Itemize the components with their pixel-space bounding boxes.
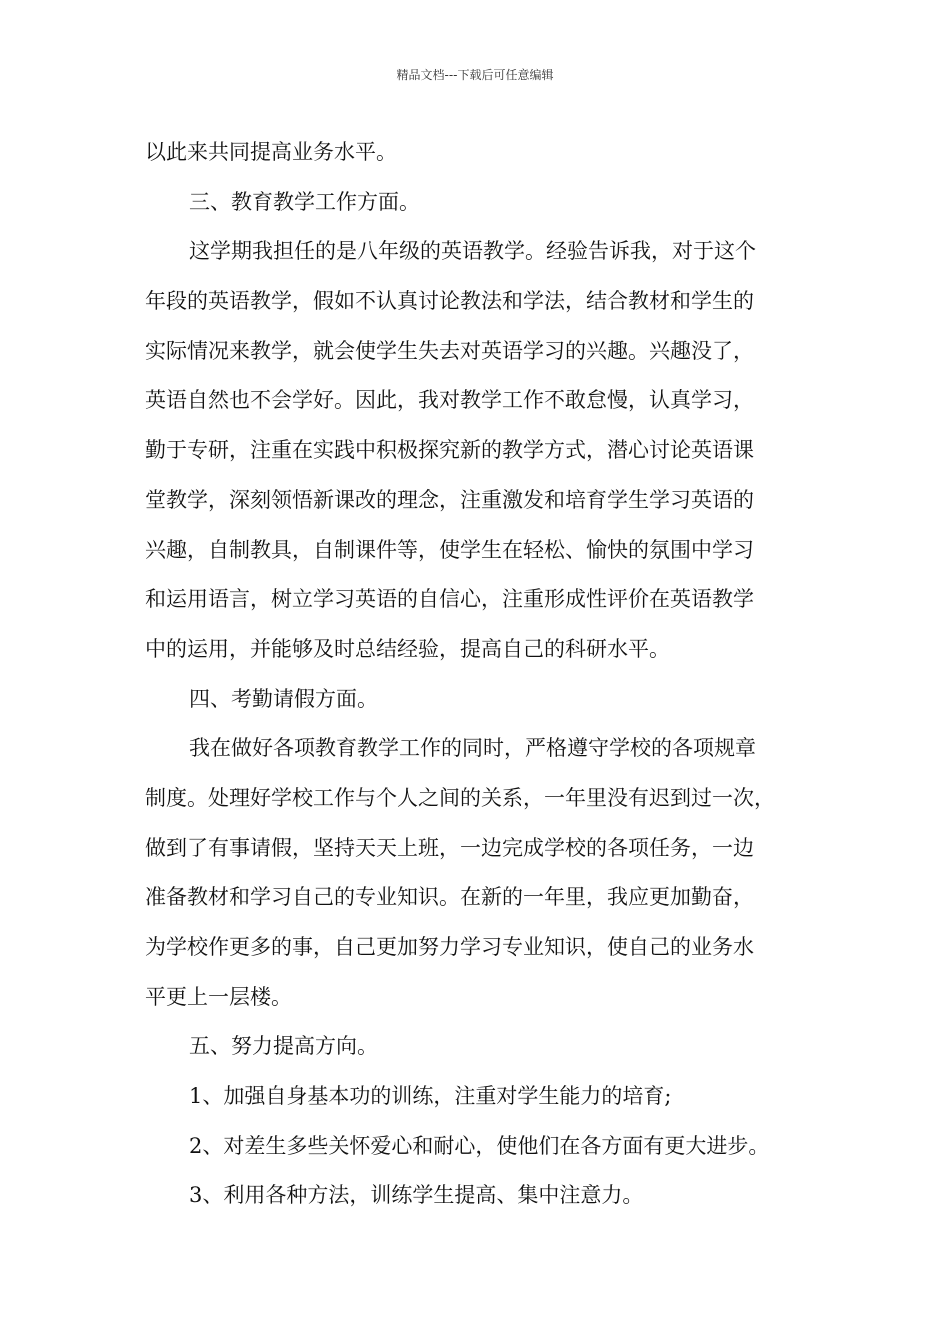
document-body [145, 128, 825, 1221]
text-line: 做到了有事请假，坚持天天上班，一边完成学校的各项任务，一边 [145, 835, 754, 860]
text-line: 和运用语言，树立学习英语的自信心，注重形成性评价在英语教学 [145, 587, 754, 612]
text-line: 勤于专研，注重在实践中积极探究新的教学方式，潜心讨论英语课 [145, 438, 754, 463]
text-line: 年段的英语教学，假如不认真讨论教法和学法，结合教材和学生的 [145, 289, 754, 314]
text-line: 平更上一层楼。 [145, 984, 292, 1009]
list-item: 3、利用各种方法，训练学生提高、集中注意力。 [189, 1183, 644, 1208]
section-heading: 五、努力提高方向。 [189, 1034, 378, 1059]
text-line: 英语自然也不会学好。因此，我对教学工作不敢怠慢，认真学习， [145, 388, 754, 413]
text-line: 准备教材和学习自己的专业知识。在新的一年里，我应更加勤奋， [145, 885, 754, 910]
page-header: 精品文档---下载后可任意编辑 [396, 68, 554, 82]
text-line: 这学期我担任的是八年级的英语教学。经验告诉我，对于这个 [189, 239, 756, 264]
text-line: 制度。处理好学校工作与个人之间的关系，一年里没有迟到过一次， [145, 785, 775, 810]
text-line: 堂教学，深刻领悟新课改的理念，注重激发和培育学生学习英语的 [145, 487, 754, 512]
section-heading: 三、教育教学工作方面。 [189, 189, 420, 214]
list-item: 2、对差生多些关怀爱心和耐心，使他们在各方面有更大进步。 [189, 1133, 770, 1158]
list-item: 1、加强自身基本功的训练，注重对学生能力的培育; [189, 1084, 672, 1109]
text-line: 实际情况来教学，就会使学生失去对英语学习的兴趣。兴趣没了， [145, 338, 754, 363]
text-line: 中的运用，并能够及时总结经验，提高自己的科研水平。 [145, 636, 670, 661]
section-heading: 四、考勤请假方面。 [189, 686, 378, 711]
text-line: 为学校作更多的事，自己更加努力学习专业知识，使自己的业务水 [145, 935, 754, 959]
text-line: 以此来共同提高业务水平。 [145, 140, 397, 164]
text-line: 兴趣，自制教具，自制课件等，使学生在轻松、愉快的氛围中学习 [145, 537, 754, 562]
text-line: 我在做好各项教育教学工作的同时，严格遵守学校的各项规章 [189, 736, 756, 761]
